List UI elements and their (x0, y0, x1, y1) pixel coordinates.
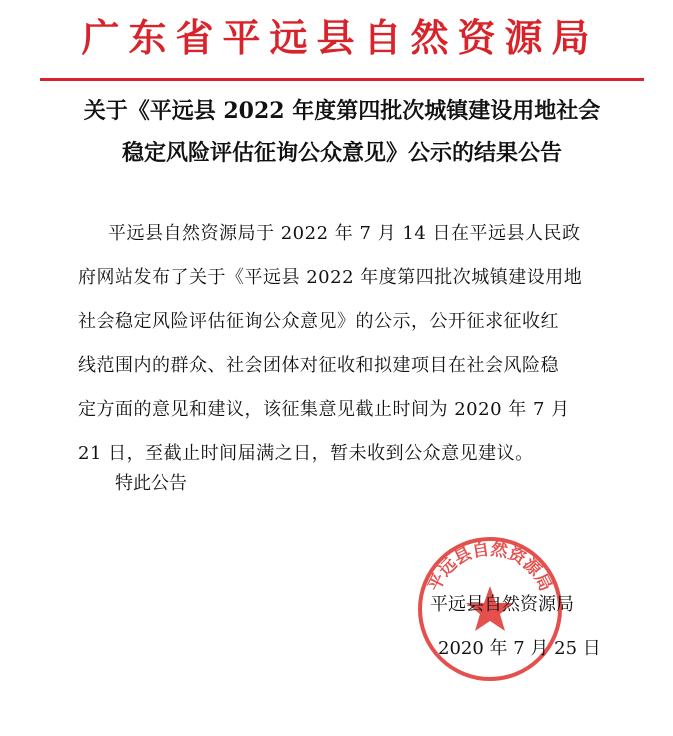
title-line-2: 稳定风险评估征询公众意见》公示的结果公告 (121, 140, 562, 166)
svg-text:平远县自然资源局: 平远县自然资源局 (424, 539, 556, 595)
document-title (40, 90, 644, 174)
closing-phrase: 特此公告 (115, 473, 187, 494)
body-line: 定方面的意见和建议，该征集意见截止时间为 2020 年 7 月 (78, 399, 570, 420)
body-line: 府网站发布了关于《平远县 2022 年度第四批次城镇建设用地 (78, 267, 583, 288)
body-line: 社会稳定风险评估征询公众意见》的公示，公开征求征收红 (78, 311, 559, 332)
body-line: 21 日，至截止时间届满之日，暂未收到公众意见建议。 (78, 443, 534, 464)
title-line-1: 关于《平远县 2022 年度第四批次城镇建设用地社会 (83, 98, 601, 124)
signature-organization: 平远县自然资源局 (430, 594, 574, 615)
body-line: 线范围内的群众、社会团体对征收和拟建项目在社会风险稳 (78, 355, 559, 376)
org-letterhead: 广东省平远县自然资源局 (81, 16, 599, 60)
signature-date: 2020 年 7 月 25 日 (438, 638, 601, 659)
document-body (78, 212, 628, 476)
letterhead-divider (40, 78, 644, 81)
body-line: 平远县自然资源局于 2022 年 7 月 14 日在平远县人民政 (108, 223, 581, 244)
